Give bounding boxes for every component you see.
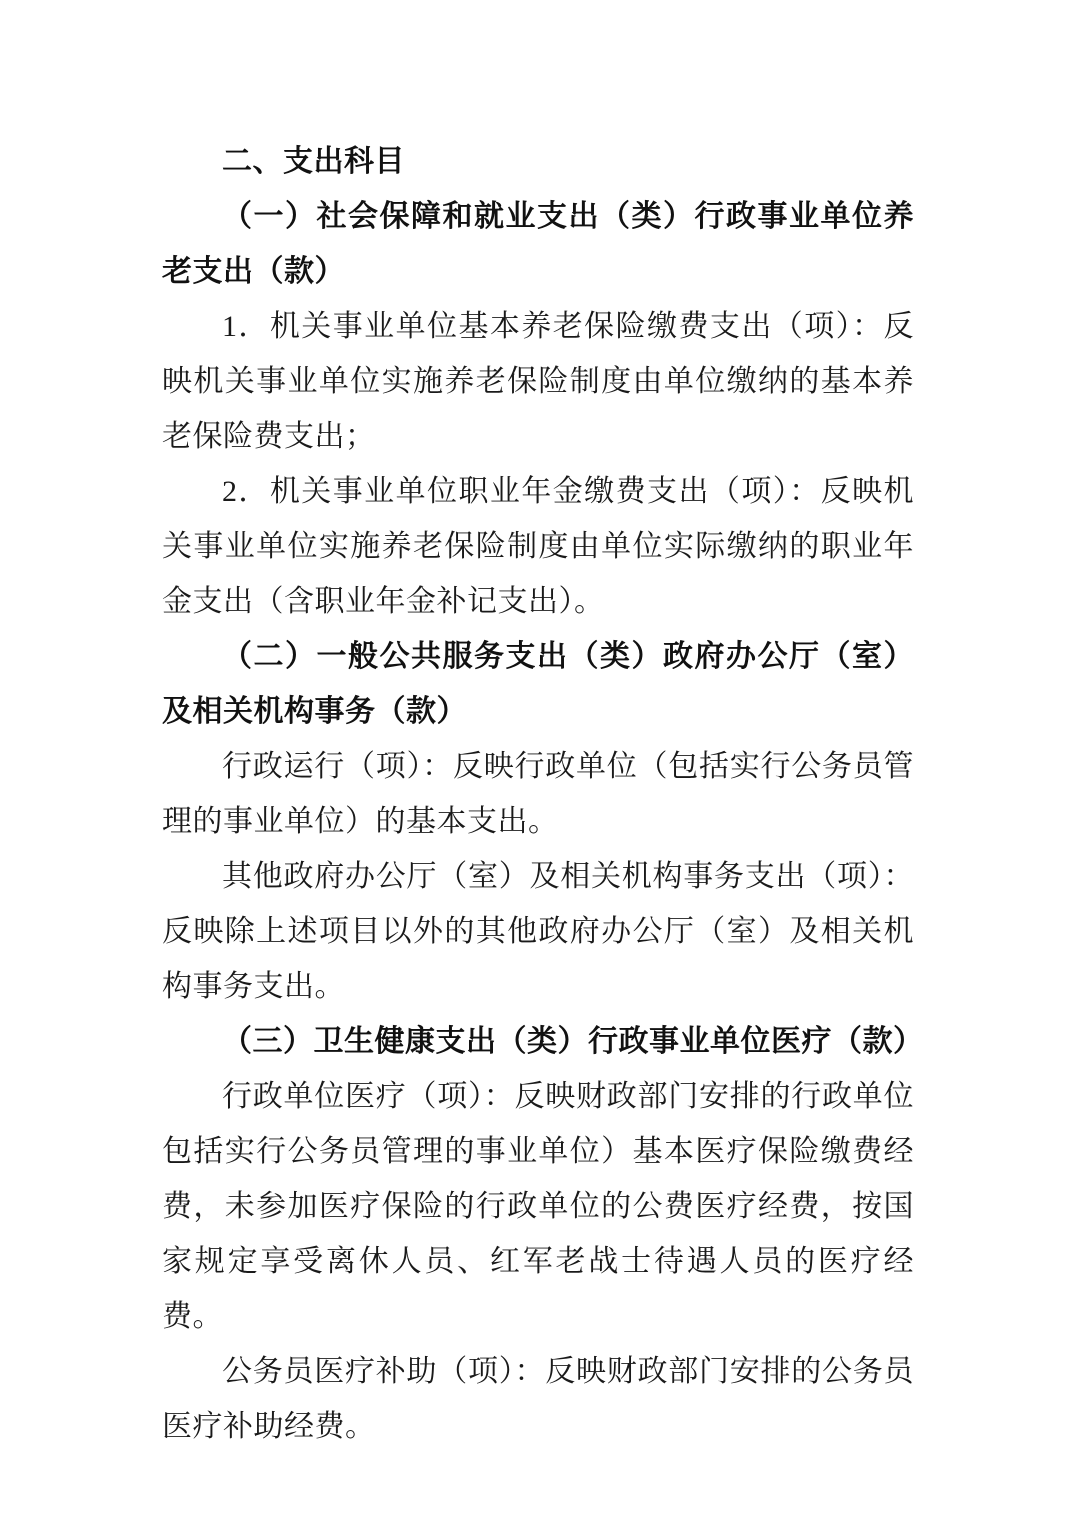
paragraph-occupational-annuity-contribution: 2．机关事业单位职业年金缴费支出（项）：反映机关事业单位实施养老保险制度由单位实际缴纳的职业年金支出（含职业年金补记支出）。 bbox=[162, 475, 914, 618]
paragraph-administrative-unit-medical: 行政单位医疗（项）：反映财政部门安排的行政单位包括实行公务员管理的事业单位）基本医疗保险缴费经费，未参加医疗保险的行政单位的公费医疗经费，按国家规定享受离休人员、红军老战士待遇人员的医疗经费。 bbox=[162, 1080, 914, 1333]
heading-social-security-employment: （一）社会保障和就业支出（类）行政事业单位养老支出（款） bbox=[162, 200, 914, 288]
paragraph-civil-servant-medical-subsidy: 公务员医疗补助（项）：反映财政部门安排的公务员医疗补助经费。 bbox=[162, 1355, 914, 1443]
heading-expenditure-subjects: 二、支出科目 bbox=[222, 145, 405, 178]
heading-general-public-services: （二）一般公共服务支出（类）政府办公厅（室）及相关机构事务（款） bbox=[162, 640, 914, 728]
heading-health-expenditure: （三）卫生健康支出（类）行政事业单位医疗（款） bbox=[222, 1025, 924, 1058]
document-content bbox=[162, 134, 924, 1454]
paragraph-other-government-office-affairs: 其他政府办公厅（室）及相关机构事务支出（项）：反映除上述项目以外的其他政府办公厅（室）及相关机构事务支出。 bbox=[162, 860, 914, 1003]
paragraph-basic-pension-contribution: 1．机关事业单位基本养老保险缴费支出（项）：反映机关事业单位实施养老保险制度由单位缴纳的基本养老保险费支出； bbox=[162, 310, 914, 453]
paragraph-administrative-operation: 行政运行（项）：反映行政单位（包括实行公务员管理的事业单位）的基本支出。 bbox=[162, 750, 914, 838]
